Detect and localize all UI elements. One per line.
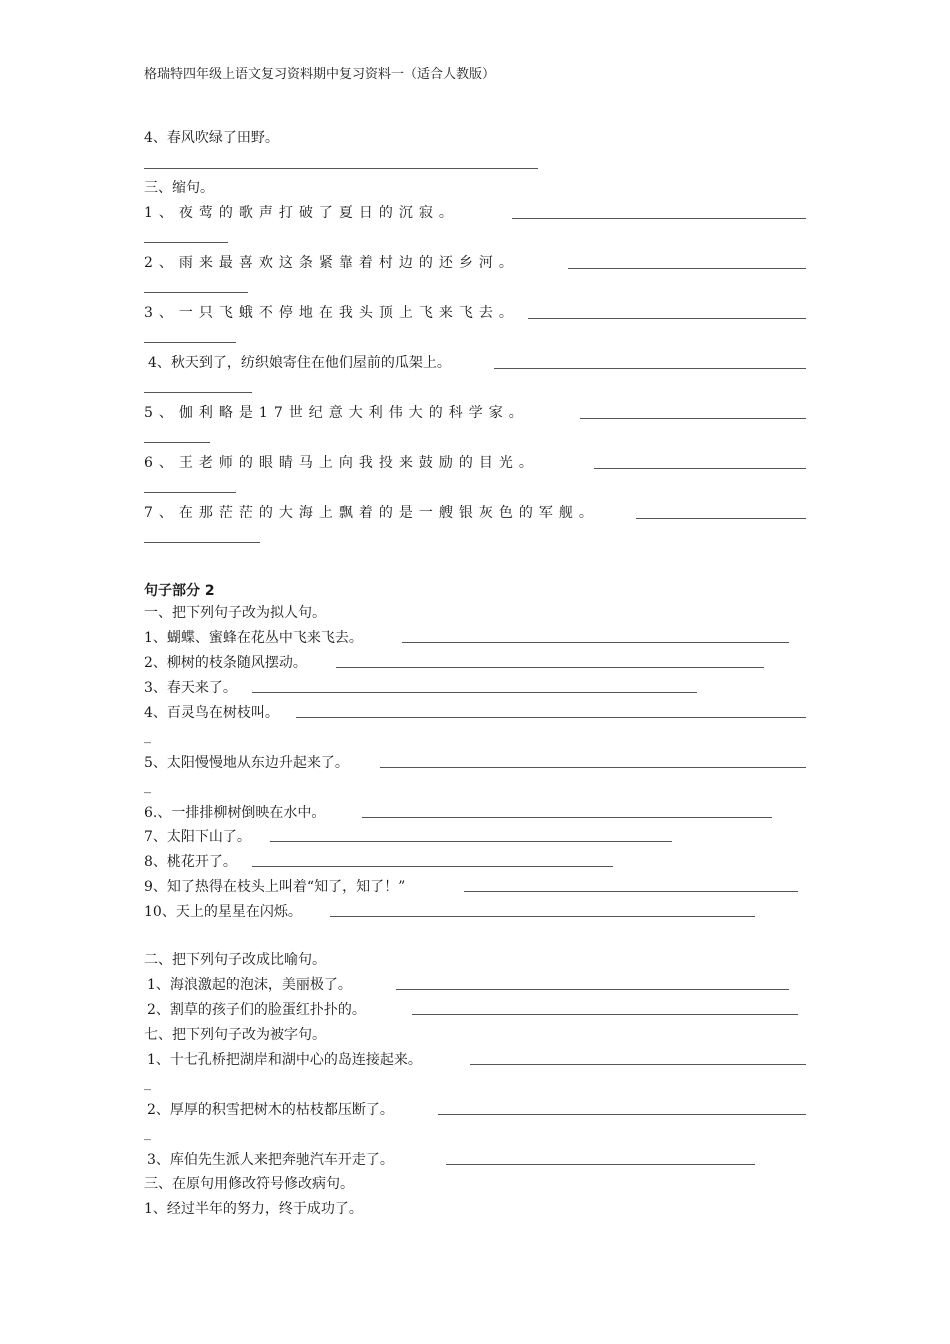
answer-line (512, 218, 806, 219)
answer-line (636, 518, 806, 519)
niren-item-5: 5、太阳慢慢地从东边升起来了。 (144, 755, 349, 771)
answer-line (380, 767, 806, 768)
answer-line (464, 891, 798, 892)
niren-item-7: 7、太阳下山了。 (144, 829, 251, 845)
answer-line (362, 817, 772, 818)
answer-line (296, 717, 806, 718)
bingju-item-1: 1、经过半年的努力，终于成功了。 (144, 1201, 363, 1217)
part-title: 句子部分 2 (144, 583, 215, 599)
suoju-item-2: 2、雨来最喜欢这条紧靠着村边的还乡河。 (144, 255, 519, 271)
section-title-biyu: 二、把下列句子改成比喻句。 (144, 952, 326, 968)
niren-item-10: 10、天上的星星在闪烁。 (144, 904, 302, 920)
answer-line (144, 292, 248, 293)
niren-item-2: 2、柳树的枝条随风摆动。 (144, 655, 307, 671)
carry-item: 4、春风吹绿了田野。 (144, 130, 279, 146)
answer-line (270, 841, 672, 842)
section-title-bei: 七、把下列句子改为被字句。 (144, 1027, 326, 1043)
answer-line (252, 692, 697, 693)
answer-line (580, 418, 806, 419)
suoju-item-6: 6、王老师的眼睛马上向我投来鼓励的目光。 (144, 455, 539, 471)
suoju-item-1: 1、夜莺的歌声打破了夏日的沉寂。 (144, 205, 459, 221)
answer-line (594, 468, 806, 469)
page-header: 格瑞特四年级上语文复习资料期中复习资料一（适合人教版） (144, 67, 496, 82)
answer-line (438, 1114, 806, 1115)
suoju-item-3: 3、一只飞蛾不停地在我头顶上飞来飞去。 (144, 305, 519, 321)
answer-line (402, 642, 789, 643)
stray-underscore: _ (144, 1125, 151, 1141)
section-title-bingju: 三、在原句用修改符号修改病句。 (144, 1176, 354, 1192)
niren-item-9: 9、知了热得在枝头上叫着“知了，知了！” (144, 879, 406, 895)
suoju-item-4: 4、秋天到了，纺织娘寄住在他们屋前的瓜架上。 (148, 355, 451, 371)
answer-line (446, 1164, 755, 1165)
biyu-item-2: 2、割草的孩子们的脸蛋红扑扑的。 (147, 1002, 366, 1018)
answer-line (396, 989, 789, 990)
answer-line (494, 368, 806, 369)
niren-item-8: 8、桃花开了。 (144, 854, 237, 870)
niren-item-6: 6.、一排排柳树倒映在水中。 (144, 805, 326, 821)
answer-line (568, 268, 806, 269)
niren-item-1: 1、蝴蝶、蜜蜂在花丛中飞来飞去。 (144, 630, 363, 646)
stray-underscore: _ (144, 1075, 151, 1091)
suoju-item-5: 5、伽利略是17世纪意大利伟大的科学家。 (144, 405, 529, 421)
bei-item-3: 3、库伯先生派人来把奔驰汽车开走了。 (147, 1152, 394, 1168)
stray-underscore: _ (144, 728, 151, 744)
answer-line (144, 442, 210, 443)
niren-item-4: 4、百灵鸟在树枝叫。 (144, 705, 279, 721)
answer-line (144, 342, 236, 343)
answer-line (144, 392, 252, 393)
answer-line (252, 866, 613, 867)
answer-line (330, 916, 755, 917)
answer-line (144, 542, 260, 543)
section-title-suoju: 三、缩句。 (144, 180, 214, 196)
suoju-item-7: 7、在那茫茫的大海上飘着的是一艘银灰色的军舰。 (144, 505, 599, 521)
answer-line (528, 318, 806, 319)
section-title-niren: 一、把下列句子改为拟人句。 (144, 605, 326, 621)
stray-underscore: _ (144, 778, 151, 794)
bei-item-2: 2、厚厚的积雪把树木的枯枝都压断了。 (147, 1102, 394, 1118)
biyu-item-1: 1、海浪激起的泡沫，美丽极了。 (147, 977, 352, 993)
answer-line (144, 168, 538, 169)
answer-line (144, 242, 228, 243)
bei-item-1: 1、十七孔桥把湖岸和湖中心的岛连接起来。 (147, 1052, 422, 1068)
niren-item-3: 3、春天来了。 (144, 680, 237, 696)
answer-line (336, 667, 764, 668)
answer-line (412, 1014, 798, 1015)
answer-line (470, 1064, 806, 1065)
answer-line (144, 492, 236, 493)
